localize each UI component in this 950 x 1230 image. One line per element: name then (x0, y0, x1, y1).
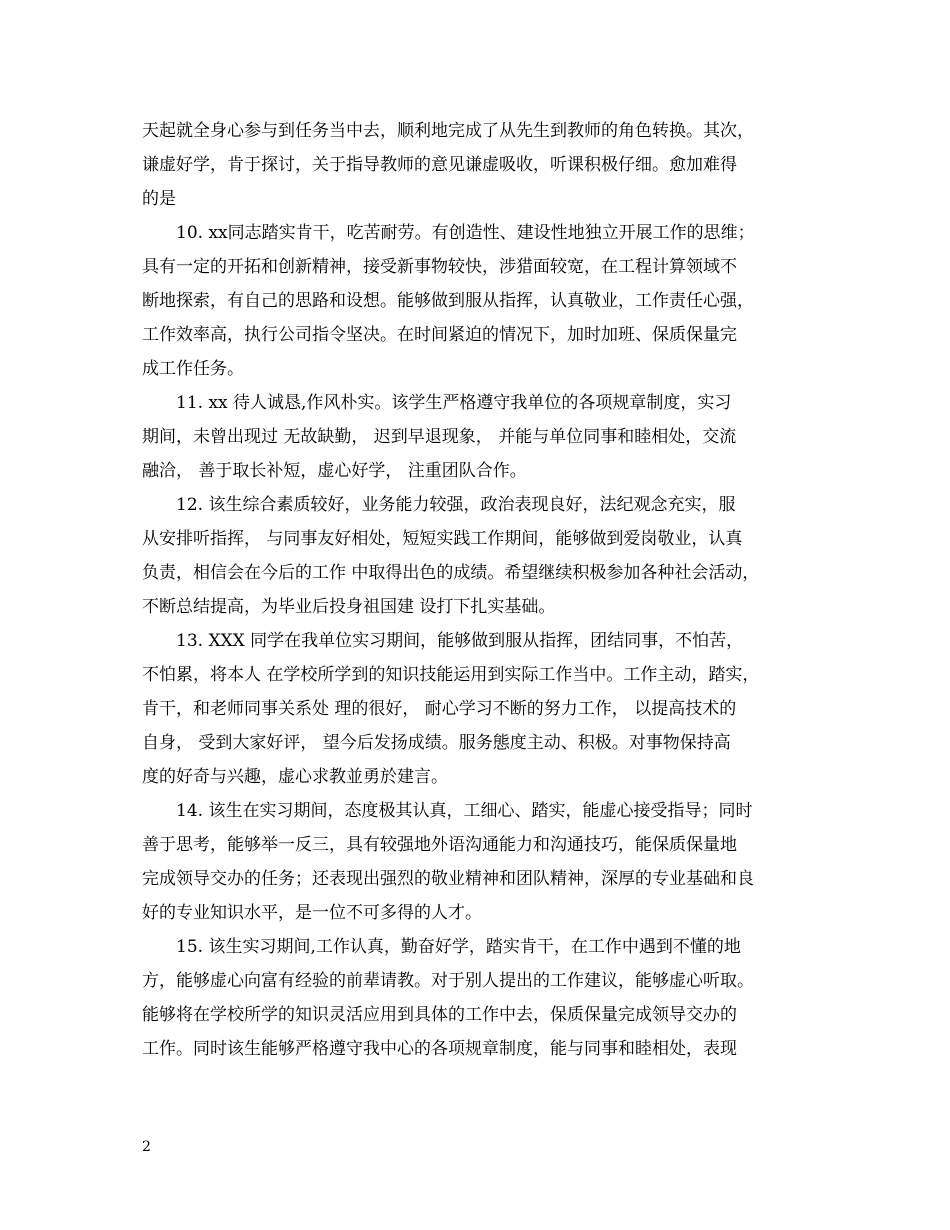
text-line: 肯干，和老师同事关系处 理的很好， 耐心学习不断的努力工作， 以提高技术的 (142, 699, 737, 719)
text-line: 13. XXX 同学在我单位实习期间，能够做到服从指挥，团结同事，不怕苦， (142, 631, 744, 651)
text-line: 11. xx 待人诚恳,作风朴实。该学生严格遵守我单位的各项规章制度，实习 (142, 393, 732, 413)
text-line: 方，能够虚心向富有经验的前辈请教。对于别人提出的工作建议，能够虚心听取。 (142, 971, 754, 991)
text-line: 断地探索，有自己的思路和设想。能够做到服从指挥，认真敬业，工作责任心强， (142, 291, 754, 311)
text-line: 不怕累，将本人 在学校所学到的知识技能运用到实际工作当中。工作主动，踏实， (142, 665, 760, 685)
text-line: 完成领导交办的任务；还表现出强烈的敬业精神和团队精神，深厚的专业基础和良 (142, 869, 754, 889)
text-line: 的是 (142, 189, 176, 209)
text-line: 善于思考，能够举一反三，具有较强地外语沟通能力和沟通技巧，能保质保量地 (142, 835, 737, 855)
text-line: 能够将在学校所学的知识灵活应用到具体的工作中去，保质保量完成领导交办的 (142, 1005, 737, 1025)
text-line: 谦虚好学，肯于探讨，关于指导教师的意见谦虚吸收，听课积极仔细。愈加难得 (142, 155, 737, 175)
text-line: 融洽， 善于取长补短，虚心好学， 注重团队合作。 (142, 461, 527, 481)
text-line: 从安排听指挥， 与同事友好相处，短短实践工作期间，能够做到爱岗敬业，认真 (142, 529, 743, 549)
text-line: 工作。同时该生能够严格遵守我中心的各项规章制度，能与同事和睦相处，表现 (142, 1039, 737, 1059)
text-line: 具有一定的开拓和创新精神，接受新事物较快，涉猎面较宽，在工程计算领域不 (142, 257, 737, 277)
text-line: 14. 该生在实习期间，态度极其认真，工细心、踏实，能虚心接受指导；同时 (142, 801, 753, 821)
text-line: 不断总结提高，为毕业后投身祖国建 设打下扎实基础。 (142, 597, 556, 617)
text-line: 12. 该生综合素质较好，业务能力较强，政治表现良好，法纪观念充实，服 (142, 495, 736, 515)
text-line: 自身， 受到大家好评， 望今后发扬成绩。服务態度主动、积极。对事物保持高 (142, 733, 731, 753)
page-number: 2 (142, 1139, 151, 1155)
body-text (142, 114, 830, 1066)
text-line: 好的专业知识水平，是一位不可多得的人才。 (142, 903, 482, 923)
text-line: 期间，未曾出现过 无故缺勤， 迟到早退现象， 并能与单位同事和睦相处，交流 (142, 427, 737, 447)
text-line: 成工作任务。 (142, 359, 244, 379)
text-line: 天起就全身心参与到任务当中去，顺利地完成了从先生到教师的角色转换。其次， (142, 121, 754, 141)
text-line: 度的好奇与兴趣，虚心求教並勇於建言。 (142, 767, 448, 787)
text-line: 工作效率高，执行公司指令坚决。在时间紧迫的情况下，加时加班、保质保量完 (142, 325, 737, 345)
text-line: 负责，相信会在今后的工作 中取得出色的成绩。希望继续积极参加各种社会活动， (142, 563, 760, 583)
text-line: 10. xx同志踏实肯干，吃苦耐劳。有创造性、建设性地独立开展工作的思维； (142, 223, 755, 243)
text-line: 15. 该生实习期间,工作认真，勤奋好学，踏实肯干，在工作中遇到不懂的地 (142, 937, 741, 957)
